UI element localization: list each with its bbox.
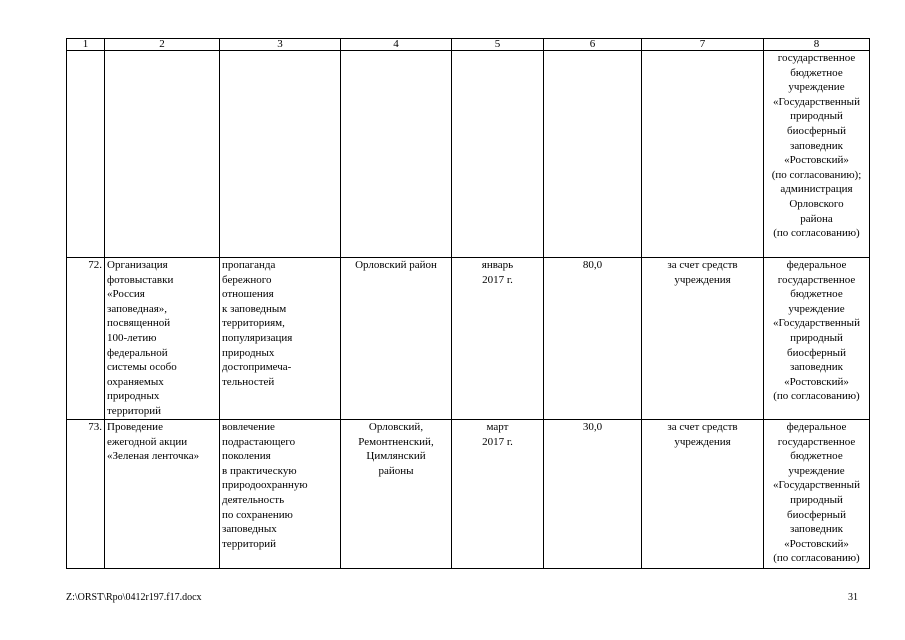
column-number-row	[67, 39, 870, 51]
amount-cell: 30,0	[544, 420, 642, 569]
column-number: 3	[220, 39, 341, 51]
amount-cell	[544, 51, 642, 258]
source-cell: за счет средств учреждения	[642, 258, 764, 420]
source-cell: за счет средств учреждения	[642, 420, 764, 569]
place-cell: Орловский, Ремонтненский, Цимлянский районы	[341, 420, 452, 569]
responsible-cell: государственное бюджетное учреждение «Государственный природный биосферный заповедник «Ростовский» (по согласованию); администрация Орловского района (по согласованию)	[764, 51, 870, 258]
row-number-cell	[67, 51, 105, 258]
responsible-cell: федеральное государственное бюджетное учреждение «Государственный природный биосферный заповедник «Ростовский» (по согласованию)	[764, 258, 870, 420]
goal-cell	[220, 51, 341, 258]
row-number-cell: 73.	[67, 420, 105, 569]
responsible-cell: федеральное государственное бюджетное учреждение «Государственный природный биосферный заповедник «Ростовский» (по согласованию)	[764, 420, 870, 569]
row-number-cell: 72.	[67, 258, 105, 420]
file-path: Z:\ORST\Rpo\0412r197.f17.docx	[66, 592, 202, 603]
goal-cell: пропаганда бережного отношения к заповедным территориям, популяризация природных достопримеча- тельностей	[220, 258, 341, 420]
event-cell: Организация фотовыставки «Россия заповедная», посвященной 100-летию федеральной системы особо охраняемых природных территорий	[105, 258, 220, 420]
date-cell: март 2017 г.	[452, 420, 544, 569]
table-row	[67, 258, 870, 420]
table-row	[67, 51, 870, 258]
column-number: 4	[341, 39, 452, 51]
column-number: 2	[105, 39, 220, 51]
date-cell: январь 2017 г.	[452, 258, 544, 420]
goal-cell: вовлечение подрастающего поколения в практическую природоохранную деятельность по сохранению заповедных территорий	[220, 420, 341, 569]
amount-cell: 80,0	[544, 258, 642, 420]
column-number: 1	[67, 39, 105, 51]
date-cell	[452, 51, 544, 258]
plan-table	[66, 38, 870, 569]
place-cell	[341, 51, 452, 258]
page-number: 31	[848, 592, 858, 603]
column-number: 8	[764, 39, 870, 51]
column-number: 6	[544, 39, 642, 51]
source-cell	[642, 51, 764, 258]
place-cell: Орловский район	[341, 258, 452, 420]
column-number: 7	[642, 39, 764, 51]
table-row	[67, 420, 870, 569]
event-cell	[105, 51, 220, 258]
event-cell: Проведение ежегодной акции «Зеленая ленточка»	[105, 420, 220, 569]
column-number: 5	[452, 39, 544, 51]
